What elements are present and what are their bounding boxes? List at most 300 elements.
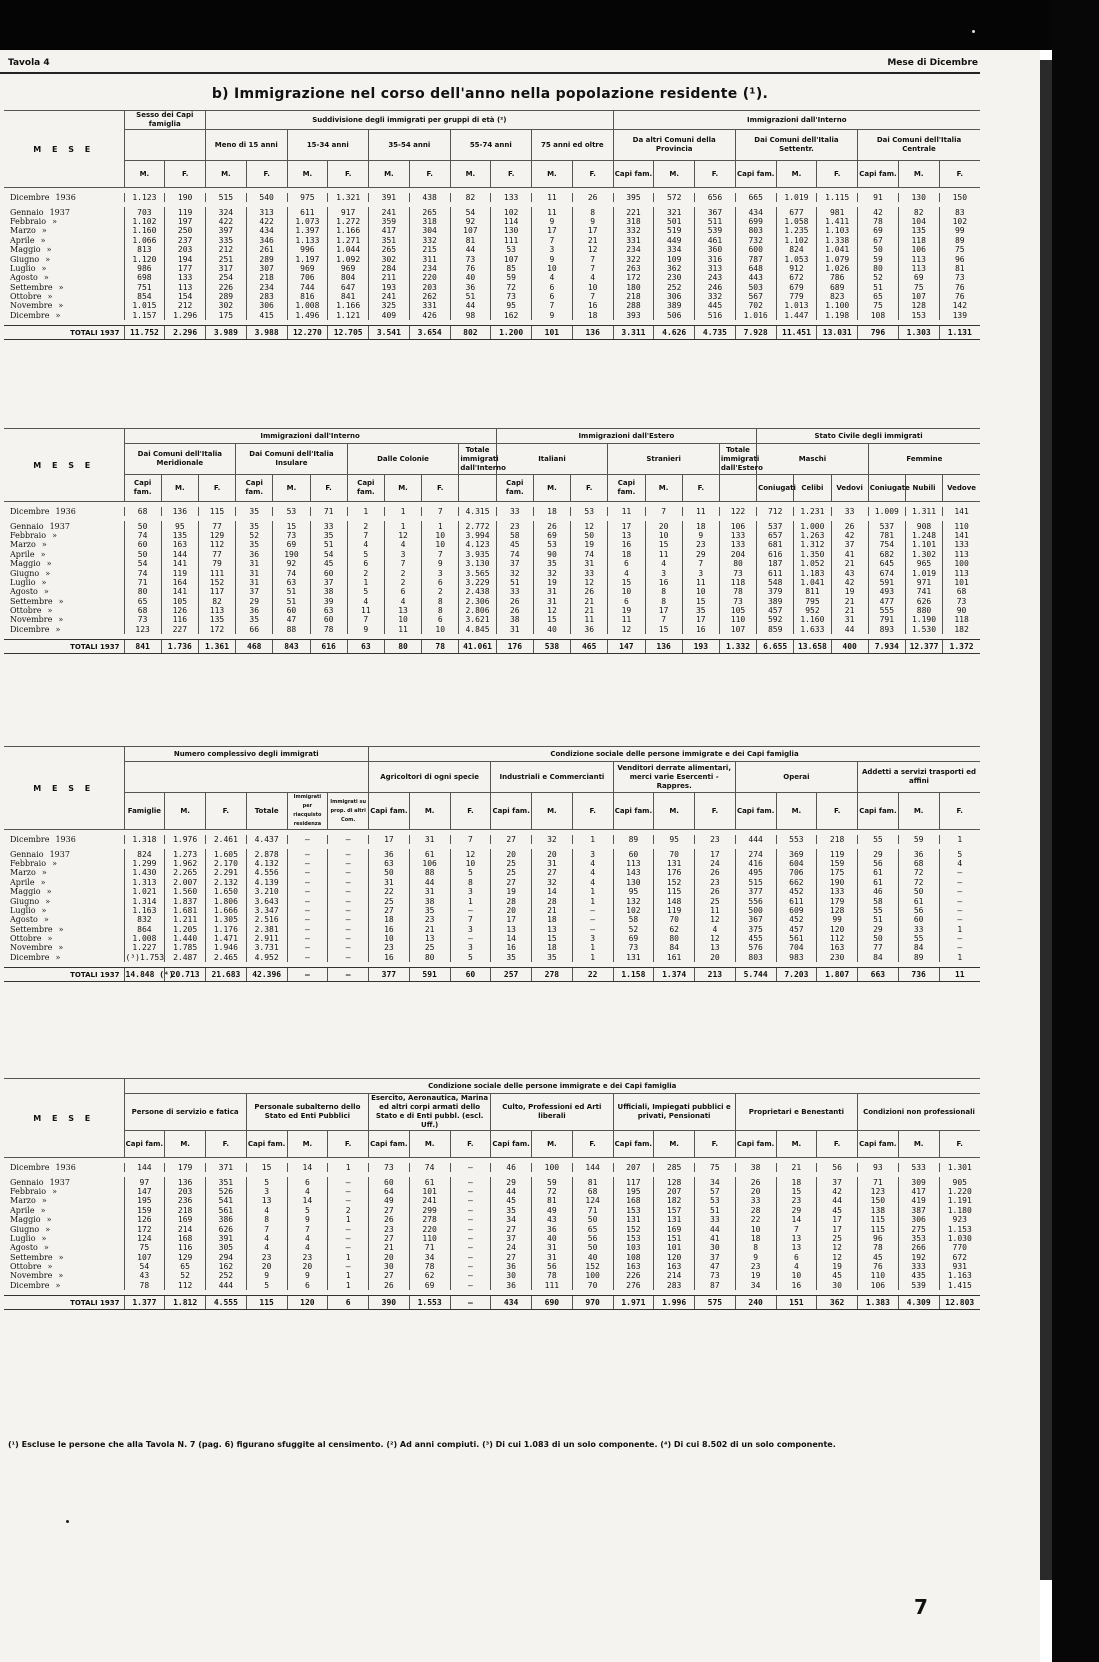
table-cell: 516 — [695, 311, 736, 320]
table-cell: 1.397 — [287, 226, 328, 235]
table-cell: 335 — [206, 236, 247, 245]
table-cell: 110 — [719, 615, 756, 624]
total-cell: 400 — [831, 640, 868, 654]
subgroup-header: 75 anni ed oltre — [532, 130, 614, 161]
table-cell: 18 — [532, 943, 573, 952]
mese-header: M E S E — [4, 1079, 124, 1158]
table-cell: 276 — [613, 1281, 654, 1290]
table-cell: 1.198 — [817, 311, 858, 320]
table-cell: 152 — [654, 878, 695, 887]
table-cell: 159 — [817, 859, 858, 868]
month-name: Maggio — [10, 245, 41, 255]
table-cell: 75 — [898, 283, 939, 292]
total-cell: 1.553 — [409, 1296, 450, 1310]
table-cell: 1 — [939, 835, 980, 844]
table-cell: 2.516 — [246, 915, 287, 924]
table-cell: 9 — [682, 531, 719, 540]
total-cell: 1.374 — [654, 968, 695, 982]
table-cell: 83 — [939, 207, 980, 216]
table-cell: 31 — [532, 1243, 573, 1252]
table-cell: 20 — [695, 953, 736, 962]
subgroup-header: 35-54 anni — [369, 130, 451, 161]
month-label — [4, 925, 124, 934]
column-header — [719, 475, 756, 502]
table-cell: 35 — [409, 906, 450, 915]
table-cell: 16 — [682, 625, 719, 634]
total-cell: 796 — [858, 326, 899, 340]
month-year: » — [47, 1262, 53, 1272]
table-cell: 893 — [868, 625, 905, 634]
table-cell: 10 — [682, 587, 719, 596]
table-cell: 1.430 — [124, 868, 165, 877]
month-year: 1936 — [55, 507, 76, 517]
month-name: Marzo — [10, 226, 36, 236]
table-cell: 391 — [369, 193, 410, 202]
table-cell: 132 — [613, 896, 654, 905]
table-cell: — — [328, 868, 369, 877]
table-row — [4, 878, 980, 887]
month-label — [4, 1224, 124, 1233]
table-cell: 8 — [645, 597, 682, 606]
table-cell: 7 — [450, 915, 491, 924]
table-cell: 31 — [532, 1253, 573, 1262]
table-cell: 182 — [943, 625, 980, 634]
table-cell: 1.157 — [124, 311, 165, 320]
total-cell: 101 — [532, 326, 573, 340]
table-cell: 1.008 — [124, 934, 165, 943]
table-cell: 33 — [831, 507, 868, 516]
table-cell: 118 — [719, 578, 756, 587]
table-cell: — — [287, 878, 328, 887]
table-cell: 59 — [858, 254, 899, 263]
table-cell: 16 — [645, 578, 682, 587]
table-cell: 65 — [572, 1224, 613, 1233]
column-header: Celibi — [794, 475, 831, 502]
table-cell: 76 — [450, 264, 491, 273]
table-cell: 33 — [735, 1196, 776, 1205]
table-cell: 1.633 — [794, 625, 831, 634]
table-cell: 34 — [735, 1281, 776, 1290]
table-cell: — — [328, 849, 369, 858]
table-cell: 438 — [409, 193, 450, 202]
month-year: 1936 — [55, 1163, 76, 1173]
total-cell: 7.203 — [776, 968, 817, 982]
total-cell: 5.744 — [735, 968, 776, 982]
subgroup-header: Dai Comuni dell'Italia Meridionale — [124, 444, 236, 475]
table-cell: 11 — [347, 606, 384, 615]
total-cell: 1.996 — [654, 1296, 695, 1310]
table-row — [4, 292, 980, 301]
total-cell: 468 — [236, 640, 273, 654]
table-cell: 452 — [776, 887, 817, 896]
table-cell: 113 — [198, 606, 235, 615]
table-cell: 905 — [939, 1177, 980, 1186]
table-cell: 391 — [206, 1234, 247, 1243]
page-number: 7 — [914, 1595, 928, 1619]
month-name: Settembre — [10, 282, 53, 292]
table-cell: 32 — [532, 835, 573, 844]
table-cell: 71 — [858, 1177, 899, 1186]
table-cell: 161 — [654, 953, 695, 962]
table-cell: 284 — [369, 264, 410, 273]
table-cell: 393 — [613, 311, 654, 320]
table-cell: 23 — [246, 1253, 287, 1262]
table-cell: 61 — [858, 878, 899, 887]
month-label — [4, 943, 124, 952]
table-cell: 50 — [124, 521, 161, 530]
table-cell: 113 — [943, 568, 980, 577]
table-row — [4, 207, 980, 216]
table-cell: 7 — [572, 254, 613, 263]
table-cell: 3 — [645, 568, 682, 577]
table-cell: 1.160 — [124, 226, 165, 235]
table-cell: 32 — [532, 878, 573, 887]
table-row — [4, 540, 980, 549]
total-cell: 1.158 — [613, 968, 654, 982]
table-cell: 811 — [794, 587, 831, 596]
table-cell: 1.176 — [206, 925, 247, 934]
month-year: » — [41, 868, 47, 878]
table-cell: 37 — [831, 540, 868, 549]
table-title: b) Immigrazione nel corso dell'anno nella popolazione residente (¹). — [211, 86, 769, 102]
table-cell: 162 — [491, 311, 532, 320]
table-cell: 8 — [572, 207, 613, 216]
table-cell: 37 — [491, 1234, 532, 1243]
month-label — [4, 606, 124, 615]
scan-top-border — [0, 0, 1099, 50]
table-cell: 17 — [817, 1215, 858, 1224]
table-cell: 234 — [246, 283, 287, 292]
table-cell: 3.229 — [459, 578, 496, 587]
table-cell: 27 — [369, 906, 410, 915]
table-cell: 36 — [491, 1281, 532, 1290]
table-cell: 289 — [246, 254, 287, 263]
table-cell: 7 — [682, 559, 719, 568]
table-cell: 179 — [817, 896, 858, 905]
table-cell: 616 — [757, 550, 794, 559]
table-cell: 19 — [533, 578, 570, 587]
table-row — [4, 597, 980, 606]
table-cell: 306 — [654, 292, 695, 301]
table-cell: 4 — [695, 925, 736, 934]
table-cell: 331 — [409, 301, 450, 310]
month-year: » — [58, 924, 64, 934]
table-cell: 1.205 — [165, 925, 206, 934]
month-year: » — [47, 934, 53, 944]
total-cell: 120 — [287, 1296, 328, 1310]
table-cell: 7 — [532, 301, 573, 310]
month-label — [4, 1253, 124, 1262]
table-cell: 14 — [491, 934, 532, 943]
table-cell: 3.210 — [246, 887, 287, 896]
table-cell: 699 — [735, 217, 776, 226]
month-name: Dicembre — [10, 624, 50, 634]
table-cell: 51 — [310, 540, 347, 549]
table-cell: 38 — [310, 587, 347, 596]
month-year: » — [58, 615, 64, 625]
table-cell: 41 — [695, 1234, 736, 1243]
table-cell: 1.471 — [206, 934, 247, 943]
total-cell: 591 — [409, 968, 450, 982]
data-table — [4, 428, 980, 654]
month-name: Maggio — [10, 887, 41, 897]
table-cell: 36 — [491, 1262, 532, 1271]
table-cell: 38 — [735, 1163, 776, 1172]
table-cell: 101 — [943, 578, 980, 587]
table-cell: 1 — [572, 896, 613, 905]
month-year: 1936 — [55, 193, 76, 203]
month-label — [4, 531, 124, 540]
table-cell: 179 — [165, 1163, 206, 1172]
table-cell: 332 — [409, 236, 450, 245]
table-cell: 73 — [943, 597, 980, 606]
month-name: Giugno — [10, 1224, 40, 1234]
table-cell: 854 — [124, 292, 165, 301]
month-year: » — [55, 952, 61, 962]
table-cell: 45 — [817, 1271, 858, 1280]
table-section-age-and-internal — [4, 110, 980, 340]
table-cell: 80 — [858, 264, 899, 273]
column-header-row — [4, 475, 980, 502]
table-cell: 58 — [496, 531, 533, 540]
table-cell: 23 — [496, 521, 533, 530]
total-cell: 1.332 — [719, 640, 756, 654]
table-cell: 135 — [161, 531, 198, 540]
table-cell: 57 — [695, 1187, 736, 1196]
table-cell: 31 — [532, 859, 573, 868]
table-cell: 131 — [613, 1215, 654, 1224]
table-cell: 20 — [246, 1262, 287, 1271]
table-cell: 1 — [328, 1215, 369, 1224]
table-cell: 133 — [817, 887, 858, 896]
table-cell: 11 — [608, 615, 645, 624]
table-cell: 1.026 — [817, 264, 858, 273]
table-cell: 33 — [496, 507, 533, 516]
table-cell: 26 — [496, 606, 533, 615]
column-header: F. — [572, 793, 613, 830]
table-cell: 78 — [858, 217, 899, 226]
table-cell: 106 — [409, 859, 450, 868]
table-cell: 69 — [898, 273, 939, 282]
table-row — [4, 521, 980, 530]
table-cell: 43 — [831, 568, 868, 577]
table-cell: 7 — [384, 559, 421, 568]
table-cell: 218 — [613, 292, 654, 301]
column-header: M. — [898, 1131, 939, 1158]
table-cell: 54 — [124, 1262, 165, 1271]
table-cell: 12 — [571, 521, 608, 530]
table-cell: 455 — [735, 934, 776, 943]
table-cell: 214 — [654, 1271, 695, 1280]
table-cell: 29 — [776, 1206, 817, 1215]
total-cell: 1.812 — [165, 1296, 206, 1310]
table-cell: 7 — [572, 264, 613, 273]
month-year: » — [41, 226, 47, 236]
table-cell: 17 — [491, 915, 532, 924]
table-cell: 111 — [532, 1281, 573, 1290]
table-cell: 712 — [757, 507, 794, 516]
table-cell: 4 — [572, 273, 613, 282]
subgroup-header: Totale immigrati dall'Estero — [719, 444, 756, 475]
month-name: Giugno — [10, 254, 40, 264]
total-cell: 1.971 — [613, 1296, 654, 1310]
table-cell: 251 — [206, 254, 247, 263]
table-cell: 131 — [654, 859, 695, 868]
table-cell: 102 — [939, 217, 980, 226]
table-cell: 35 — [532, 953, 573, 962]
table-cell: 23 — [776, 1196, 817, 1205]
table-cell: 983 — [776, 953, 817, 962]
table-cell: 93 — [858, 1163, 899, 1172]
table-cell: 52 — [613, 925, 654, 934]
table-cell: 103 — [613, 1243, 654, 1252]
table-cell: 214 — [165, 1224, 206, 1233]
table-cell: 2 — [422, 587, 459, 596]
table-cell: 2 — [384, 568, 421, 577]
table-cell: 1.314 — [124, 896, 165, 905]
month-year: 1937 — [49, 849, 70, 859]
column-header: Capi fam. — [735, 1131, 776, 1158]
subgroup-header-row — [4, 762, 980, 793]
table-cell: 157 — [654, 1206, 695, 1215]
table-cell: 26 — [369, 1215, 410, 1224]
table-cell: 68 — [124, 507, 161, 516]
subgroup-header: Dalle Colonie — [347, 444, 459, 475]
column-header: M. — [776, 161, 817, 188]
table-cell: 389 — [757, 597, 794, 606]
month-name: Dicembre — [10, 507, 50, 517]
table-cell: 444 — [206, 1281, 247, 1290]
table-cell: 114 — [491, 217, 532, 226]
table-cell: 262 — [409, 292, 450, 301]
table-cell: 50 — [571, 531, 608, 540]
table-cell: 3 — [246, 1187, 287, 1196]
table-cell: 12 — [608, 625, 645, 634]
table-cell: 25 — [369, 896, 410, 905]
table-cell: 9 — [246, 1271, 287, 1280]
group-header: Stato Civile degli immigrati — [757, 429, 980, 444]
month-label — [4, 1187, 124, 1196]
table-cell: 3.731 — [246, 943, 287, 952]
table-cell: 65 — [165, 1262, 206, 1271]
table-cell: 422 — [246, 217, 287, 226]
table-cell: 377 — [735, 887, 776, 896]
table-cell: 10 — [369, 934, 410, 943]
table-cell: 49 — [369, 1196, 410, 1205]
table-cell: 4 — [572, 878, 613, 887]
total-cell: — — [450, 1296, 491, 1310]
month-year: » — [43, 587, 49, 597]
table-row — [4, 273, 980, 282]
column-header: F. — [817, 1131, 858, 1158]
total-cell: 390 — [369, 1296, 410, 1310]
month-label — [4, 292, 124, 301]
month-name: Aprile — [10, 877, 35, 887]
table-cell: 8 — [422, 597, 459, 606]
table-cell: 5 — [287, 1206, 328, 1215]
table-cell: 45 — [817, 1206, 858, 1215]
table-cell: 333 — [898, 1262, 939, 1271]
total-cell: 176 — [496, 640, 533, 654]
group-header: Numero complessivo degli immigrati — [124, 747, 369, 762]
table-cell: 55 — [858, 835, 899, 844]
month-label — [4, 835, 124, 844]
table-cell: 220 — [409, 273, 450, 282]
table-cell: 611 — [776, 896, 817, 905]
table-cell: 230 — [817, 953, 858, 962]
table-cell: 263 — [613, 264, 654, 273]
month-year: » — [58, 301, 64, 311]
table-cell: 12 — [450, 849, 491, 858]
month-name: Febbraio — [10, 216, 47, 226]
column-header: M. — [165, 793, 206, 830]
table-cell: 1.962 — [165, 859, 206, 868]
column-header — [459, 475, 496, 502]
table-cell: 4 — [287, 1187, 328, 1196]
table-cell: 89 — [939, 236, 980, 245]
table-cell: 78 — [124, 1281, 165, 1290]
table-cell: 133 — [491, 193, 532, 202]
table-cell: 72 — [898, 868, 939, 877]
table-cell: 1.496 — [287, 311, 328, 320]
month-label — [4, 507, 124, 516]
month-name: Giugno — [10, 896, 40, 906]
month-year: » — [58, 596, 64, 606]
total-cell: 4.626 — [654, 326, 695, 340]
table-cell: (³)1.753 — [125, 952, 165, 962]
table-cell: 503 — [735, 283, 776, 292]
table-row — [4, 859, 980, 868]
subgroup-header: Dai Comuni dell'Italia Insulare — [236, 444, 348, 475]
month-year: » — [41, 1233, 47, 1243]
subgroup-header-row — [4, 130, 980, 161]
month-label — [4, 217, 124, 226]
table-cell: 1 — [384, 507, 421, 516]
table-cell: 153 — [613, 1234, 654, 1243]
scan-binding-shadow — [1040, 60, 1052, 1580]
month-year: » — [45, 1224, 51, 1234]
table-cell: 203 — [165, 1187, 206, 1196]
table-cell: 58 — [858, 896, 899, 905]
table-row — [4, 615, 980, 624]
table-cell: 120 — [654, 1253, 695, 1262]
table-cell: 304 — [409, 226, 450, 235]
table-cell: 4.437 — [246, 835, 287, 844]
table-cell: 823 — [817, 292, 858, 301]
month-label — [4, 934, 124, 943]
table-cell: 78 — [532, 1271, 573, 1280]
table-cell: 351 — [369, 236, 410, 245]
month-name: Dicembre — [10, 952, 50, 962]
table-cell: 923 — [939, 1215, 980, 1224]
table-cell: 70 — [654, 915, 695, 924]
table-cell: 803 — [735, 226, 776, 235]
table-row — [4, 264, 980, 273]
table-cell: 6 — [608, 559, 645, 568]
table-cell: 1.100 — [817, 301, 858, 310]
table-cell: 1.053 — [776, 254, 817, 263]
table-cell: 45 — [310, 559, 347, 568]
table-row — [4, 1271, 980, 1280]
column-header: Capi fam. — [124, 1131, 165, 1158]
table-cell: 19 — [817, 1262, 858, 1271]
column-header: F. — [682, 475, 719, 502]
month-label — [4, 207, 124, 216]
table-row — [4, 1253, 980, 1262]
table-cell: 13 — [776, 1243, 817, 1252]
table-cell: 135 — [898, 226, 939, 235]
month-name: Febbraio — [10, 1186, 47, 1196]
